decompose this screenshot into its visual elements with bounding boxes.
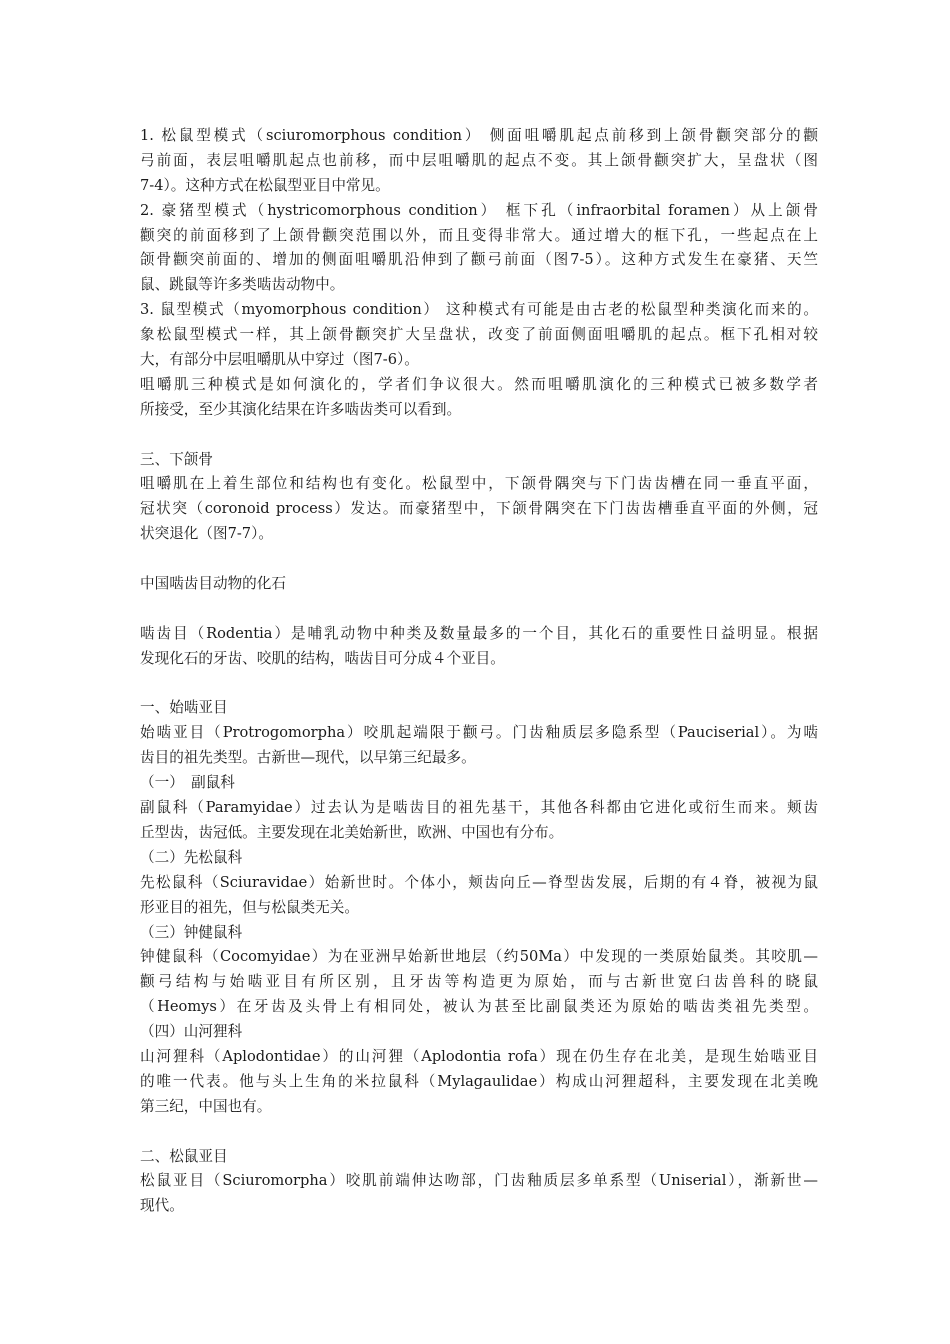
text-line: 丘型齿，齿冠低。主要发现在北美始新世，欧洲、中国也有分布。 bbox=[140, 823, 564, 841]
text-line: 颌骨颧突前面的、增加的侧面咀嚼肌沿伸到了颧弓前面（图7-5）。这种方式发生在豪猪、天竺 bbox=[140, 251, 818, 269]
text-line: 齿目的祖先类型。古新世—现代，以早第三纪最多。 bbox=[140, 749, 476, 767]
section-title: 中国啮齿目动物的化石 bbox=[140, 575, 286, 593]
text-line: 所接受，至少其演化结果在许多啮齿类可以看到。 bbox=[140, 400, 462, 418]
text-line: 先松鼠科（Sciuravidae）始新世时。个体小，颊齿向丘—脊型齿发展，后期的有４脊，被视为鼠 bbox=[140, 873, 818, 891]
text-line: 象松鼠型模式一样，其上颌骨颧突扩大呈盘状，改变了前面侧面咀嚼肌的起点。框下孔相对较 bbox=[140, 326, 818, 344]
text-line: 大，有部分中层咀嚼肌从中穿过（图7-6）。 bbox=[140, 351, 419, 369]
text-line: 7-4）。这种方式在松鼠型亚目中常见。 bbox=[140, 176, 390, 194]
section-heading: 三、下颌骨 bbox=[140, 450, 213, 468]
text-line: 1. 松鼠型模式（sciuromorphous condition） 侧面咀嚼肌起点前移到上颌骨颧突部分的颧 bbox=[140, 127, 818, 144]
text-line: 2. 豪猪型模式（hystricomorphous condition） 框下孔（infraorbital foramen）从上颌骨 bbox=[140, 201, 818, 219]
text-line: 发现化石的牙齿、咬肌的结构，啮齿目可分成４个亚目。 bbox=[140, 649, 505, 667]
text-line: 始啮亚目（Protrogomorpha）咬肌起端限于颧弓。门齿釉质层多隐系型（Pauciserial）。为啮 bbox=[140, 724, 818, 742]
text-line: 的唯一代表。他与头上生角的米拉鼠科（Mylagaulidae）构成山河狸超科，主要发现在北美晚 bbox=[140, 1072, 818, 1090]
text-line: 咀嚼肌在上着生部位和结构也有变化。松鼠型中，下颌骨隅突与下门齿齿槽在同一垂直平面， bbox=[140, 475, 818, 493]
text-line: 副鼠科（Paramyidae）过去认为是啮齿目的祖先基干，其他各科都由它进化或衍生而来。颊齿 bbox=[140, 799, 818, 817]
blank-line bbox=[140, 672, 818, 697]
subsection-heading: （二）先松鼠科 bbox=[140, 848, 243, 866]
text-line: 3. 鼠型模式（myomorphous condition） 这种模式有可能是由古老的松鼠型种类演化而来的。 bbox=[140, 301, 818, 319]
section-heading: 一、始啮亚目 bbox=[140, 699, 228, 717]
text-line: 钟健鼠科（Cocomyidae）为在亚洲早始新世地层（约50Ma）中发现的一类原始鼠类。其咬肌— bbox=[140, 948, 818, 966]
text-line: 颧突的前面移到了上颌骨颧突范围以外，而且变得非常大。通过增大的框下孔，一些起点在上 bbox=[140, 226, 818, 244]
text-line: 形亚目的祖先，但与松鼠类无关。 bbox=[140, 898, 359, 916]
text-line: 弓前面，表层咀嚼肌起点也前移，而中层咀嚼肌的起点不变。其上颌骨颧突扩大，呈盘状（图 bbox=[140, 151, 818, 169]
blank-line bbox=[140, 597, 818, 622]
text-line: 状突退化（图7-7）。 bbox=[140, 525, 273, 543]
text-line: 颧弓结构与始啮亚目有所区别，且牙齿等构造更为原始，而与古新世宽臼齿兽科的晓鼠 bbox=[140, 973, 818, 991]
subsection-heading: （三）钟健鼠科 bbox=[140, 923, 243, 941]
text-line: 现代。 bbox=[140, 1197, 184, 1215]
text-line: 咀嚼肌三种模式是如何演化的，学者们争议很大。然而咀嚼肌演化的三种模式已被多数学者 bbox=[140, 375, 818, 393]
text-line: 山河狸科（Aplodontidae）的山河狸（Aplodontia rofa）现在仍生存在北美，是现生始啮亚目 bbox=[140, 1047, 818, 1065]
section-heading: 二、松鼠亚目 bbox=[140, 1147, 228, 1165]
blank-line bbox=[140, 547, 818, 572]
text-line: 冠状突（coronoid process）发达。而豪猪型中，下颌骨隅突在下门齿齿槽垂直平面的外侧，冠 bbox=[140, 500, 818, 518]
text-line: 啮齿目（Rodentia）是哺乳动物中种类及数量最多的一个目，其化石的重要性日益明显。根据 bbox=[140, 624, 818, 642]
text-line: 鼠、跳鼠等许多类啮齿动物中。 bbox=[140, 276, 345, 294]
text-line: 松鼠亚目（Sciuromorpha）咬肌前端伸达吻部，门齿釉质层多单系型（Uniserial），渐新世— bbox=[140, 1172, 818, 1190]
document-body bbox=[140, 124, 818, 1219]
text-line: （Heomys）在牙齿及头骨上有相同处，被认为甚至比副鼠类还为原始的啮齿类祖先类型。 bbox=[140, 998, 818, 1016]
blank-line bbox=[140, 1120, 818, 1145]
subsection-heading: （一） 副鼠科 bbox=[140, 774, 235, 792]
text-line: 第三纪，中国也有。 bbox=[140, 1097, 272, 1115]
subsection-heading: （四）山河狸科 bbox=[140, 1023, 243, 1041]
blank-line bbox=[140, 423, 818, 448]
